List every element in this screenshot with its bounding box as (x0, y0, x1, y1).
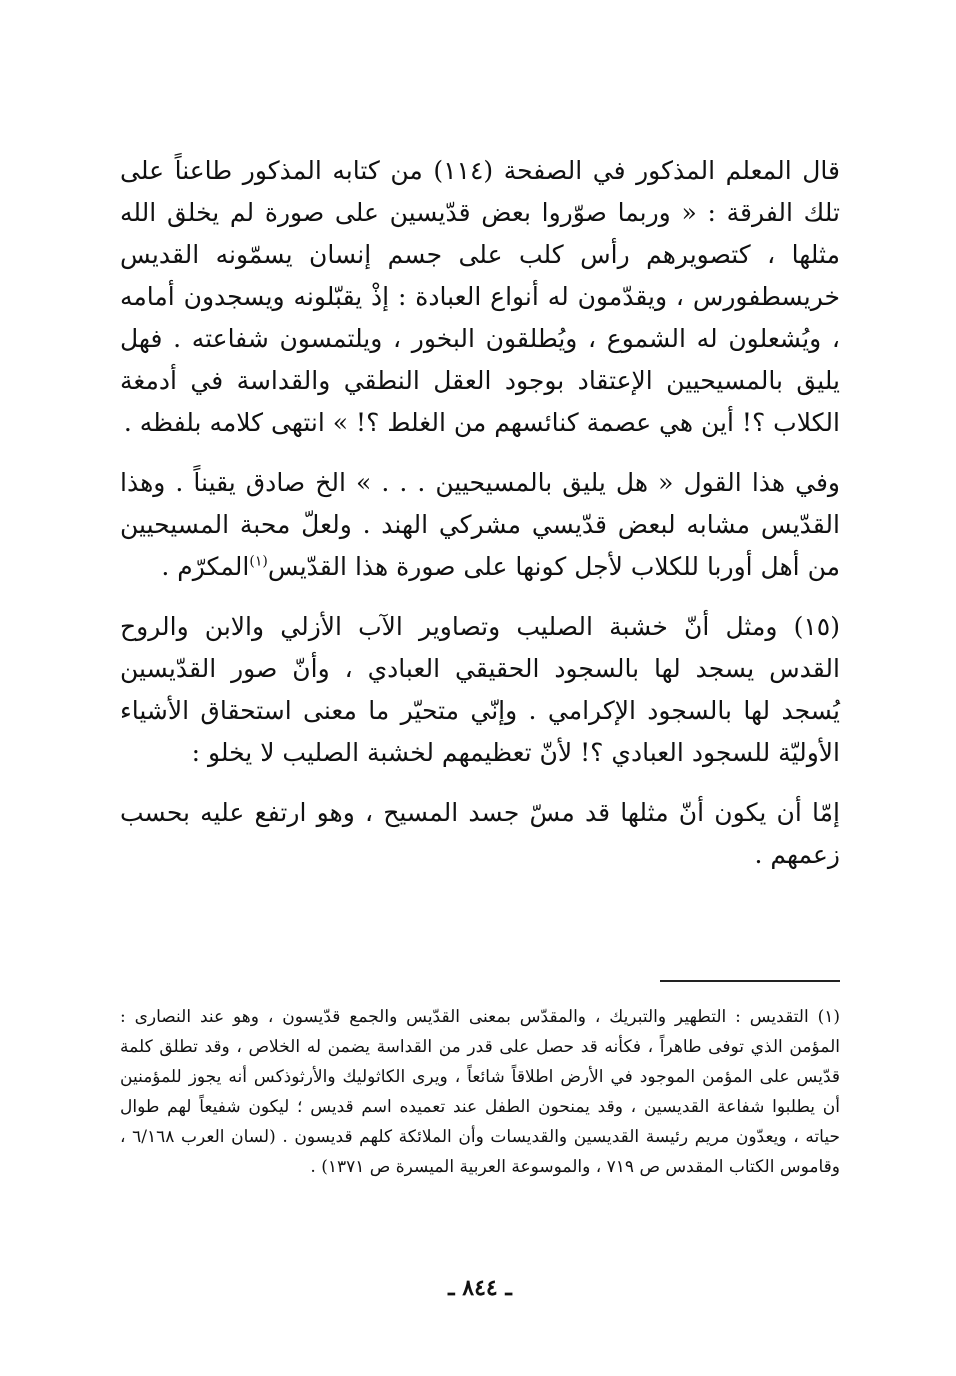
paragraph-4: إمّا أن يكون أنّ مثلها قد مسّ جسد المسيح ، وهو ارتفع عليه بحسب زعمهم . (120, 798, 840, 869)
footnote-text: (١) التقديس : التطهير والتبريك ، والمقدّس بمعنى القدّيس والجمع قدّيسون ، وهو عند النصارى : المؤمن الذي توفى طاهراً ، فكأنه قد حصل على قدر من القداسة يضمن له الخلاص ، وقد تطلق كلمة قدّيس على المؤمن الموجود في الأرض اطلاقاً شائعاً ، ويرى الكاثوليك والأرثوذكس أنه يجوز للمؤمنين أن يطلبوا شفاعة القديسين ، وقد يمنحون الطفل عند تعميده اسم قديس ؛ ليكون شفيعاً لهم طوال حياته ، ويعدّون مريم رئيسة القديسين والقديسات وأن الملائكة كلهم قديسون . (لسان العرب ٦/١٦٨ ، وقاموس الكتاب المقدس ص ٧١٩ ، والموسوعة العربية الميسرة ص ١٣٧١) . (120, 1007, 841, 1177)
page-number: ـ ٨٤٤ ـ (448, 1275, 512, 1301)
paragraph-2-text: وفي هذا القول « هل يليق بالمسيحيين . . . » الخ صادق يقيناً . وهذا القدّيس مشابه لبعض قدّيسي مشركي الهند . ولعلّ محبة المسيحيين من أهل أوربا للكلاب لأجل كونها على صورة هذا القدّيس (120, 468, 840, 581)
paragraph-3: (١٥) ومثل أنّ خشبة الصليب وتصاوير الآب الأزلي والابن والروح القدس يسجد لها بالسجود الحقيقي العبادي ، وأنّ صور القدّيسين يُسجد لها بالسجود الإكرامي . وإنّي متحيّر ما معنى استحقاق الأشياء الأوليّة للسجود العبادي ؟! لأنّ تعظيمهم لخشبة الصليب لا يخلو : (120, 612, 840, 767)
document-page (120, 150, 840, 1350)
paragraph-2-ending: المكرّم . (161, 552, 250, 581)
footnote-marker: (١) (249, 553, 268, 570)
paragraph-2 (120, 462, 840, 588)
main-text (120, 150, 840, 876)
paragraph-1: قال المعلم المذكور في الصفحة (١١٤) من كتابه المذكور طاعناً على تلك الفرقة : « وربما صوّروا بعض قدّيسين على صورة لم يخلق الله مثلها ، كتصويرهم رأس كلب على جسم إنسان يسمّونه القديس خريسطفورس ، ويقدّمون له أنواع العبادة : إذْ يقبّلونه ويسجدون أمامه ، ويُشعلون له الشموع ، ويُطلقون البخور ، ويلتمسون شفاعته . فهل يليق بالمسيحيين الإعتقاد بوجود العقل النطقي والقداسة في أدمغة الكلاب ؟! أين هي عصمة كنائسهم من الغلط ؟! » انتهى كلامه بلفظه . (120, 156, 840, 437)
footnote-divider (660, 980, 840, 982)
